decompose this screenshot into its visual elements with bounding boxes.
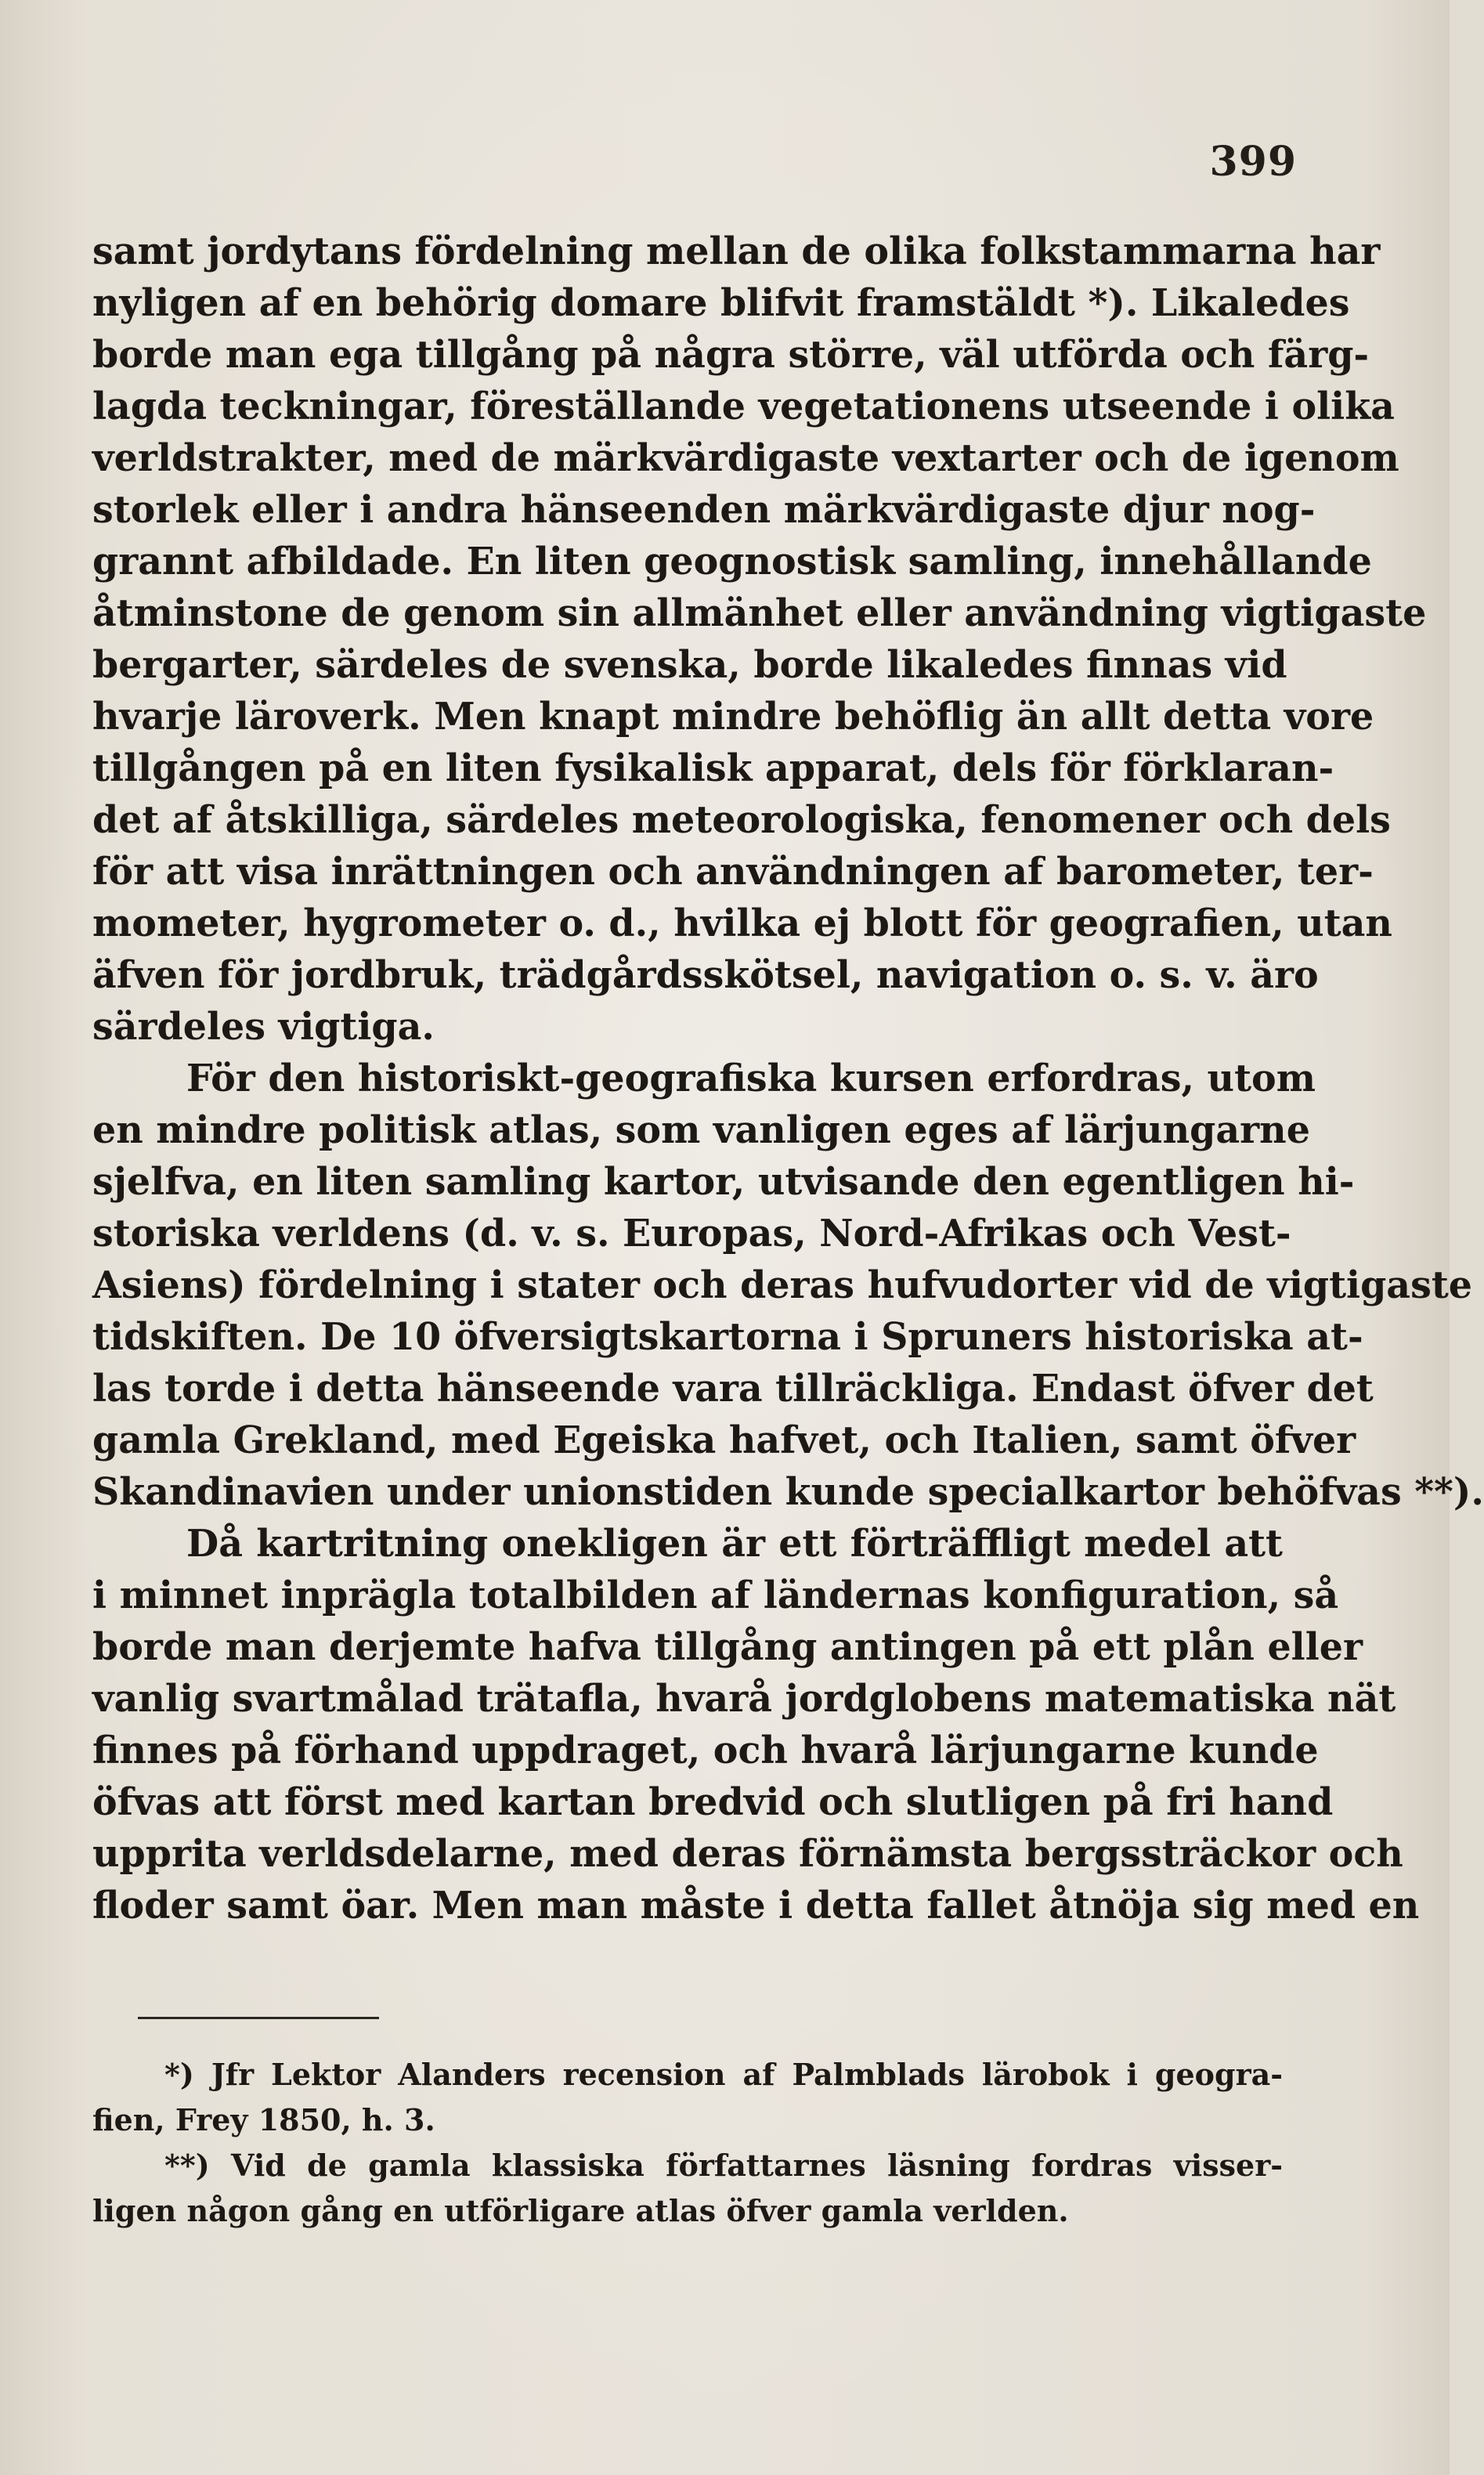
text-line: åtminstone de genom sin allmänhet eller användning vigtigaste bbox=[92, 591, 1427, 635]
text-line-paragraph-start: Då kartritning onekligen är ett förträffligt medel att bbox=[186, 1522, 1283, 1566]
page-number: 399 bbox=[1209, 138, 1297, 186]
text-line: verldstrakter, med de märkvärdigaste vextarter och de igenom bbox=[92, 436, 1399, 480]
text-line: borde man derjemte hafva tillgång antingen på ett plån eller bbox=[92, 1625, 1363, 1669]
footnote-line: ligen någon gång en utförligare atlas öfver gamla verlden. bbox=[92, 2193, 1069, 2228]
text-line: öfvas att först med kartan bredvid och slutligen på fri hand bbox=[92, 1780, 1334, 1824]
text-line: finnes på förhand uppdraget, och hvarå lärjungarne kunde bbox=[92, 1729, 1319, 1772]
text-line: mometer, hygrometer o. d., hvilka ej blott för geografien, utan bbox=[92, 901, 1392, 945]
text-line: storiska verldens (d. v. s. Europas, Nord-Afrikas och Vest- bbox=[92, 1212, 1291, 1256]
text-line: för att visa inrättningen och användningen af barometer, ter- bbox=[92, 850, 1374, 894]
text-line: lagda teckningar, föreställande vegetationens utseende i olika bbox=[92, 385, 1395, 428]
text-line: en mindre politisk atlas, som vanligen eges af lärjungarne bbox=[92, 1108, 1310, 1152]
text-line: las torde i detta hänseende vara tillräckliga. Endast öfver det bbox=[92, 1367, 1374, 1411]
text-line: vanlig svartmålad trätafla, hvarå jordglobens matematiska nät bbox=[92, 1677, 1396, 1721]
text-line: bergarter, särdeles de svenska, borde likaledes finnas vid bbox=[92, 643, 1287, 687]
text-line: borde man ega tillgång på några större, väl utförda och färg- bbox=[92, 333, 1370, 377]
text-line: Asiens) fördelning i stater och deras hufvudorter vid de vigtigaste bbox=[92, 1263, 1472, 1307]
text-line: storlek eller i andra hänseenden märkvärdigaste djur nog- bbox=[92, 488, 1316, 532]
text-line-paragraph-start: För den historiskt-geografiska kursen erfordras, utom bbox=[186, 1057, 1316, 1100]
footnotes bbox=[92, 2052, 1283, 2234]
footnote-line: **) Vid de gamla klassiska författarnes läsning fordras visser- bbox=[164, 2148, 1283, 2183]
text-line: sjelfva, en liten samling kartor, utvisande den egentligen hi- bbox=[92, 1160, 1355, 1204]
text-line: tillgången på en liten fysikalisk apparat, dels för förklaran- bbox=[92, 746, 1334, 790]
text-line: äfven för jordbruk, trädgårdsskötsel, navigation o. s. v. äro bbox=[92, 953, 1319, 997]
text-line: samt jordytans fördelning mellan de olika folkstammarna har bbox=[92, 229, 1381, 273]
text-line: hvarje läroverk. Men knapt mindre behöflig än allt detta vore bbox=[92, 695, 1374, 739]
footnote-line: *) Jfr Lektor Alanders recension af Palmblads lärobok i geogra- bbox=[164, 2057, 1283, 2092]
text-line: det af åtskilliga, särdeles meteorologiska, fenomener och dels bbox=[92, 798, 1391, 842]
text-line: upprita verldsdelarne, med deras förnämsta bergssträckor och bbox=[92, 1832, 1403, 1876]
text-line: i minnet inprägla totalbilden af ländernas konfiguration, så bbox=[92, 1574, 1339, 1617]
text-line: nyligen af en behörig domare blifvit framstäldt *). Likaledes bbox=[92, 281, 1350, 325]
text-line: särdeles vigtiga. bbox=[92, 1005, 435, 1049]
body-text bbox=[92, 226, 1484, 1931]
footnote-line: fien, Frey 1850, h. 3. bbox=[92, 2102, 435, 2137]
text-line: grannt afbildade. En liten geognostisk samling, innehållande bbox=[92, 540, 1372, 584]
footnote-divider bbox=[138, 2017, 379, 2019]
text-line: gamla Grekland, med Egeiska hafvet, och Italien, samt öfver bbox=[92, 1418, 1356, 1462]
text-line: floder samt öar. Men man måste i detta fallet åtnöja sig med en bbox=[92, 1884, 1420, 1928]
text-line: Skandinavien under unionstiden kunde specialkartor behöfvas **). bbox=[92, 1470, 1484, 1514]
text-line: tidskiften. De 10 öfversigtskartorna i Spruners historiska at- bbox=[92, 1315, 1363, 1359]
